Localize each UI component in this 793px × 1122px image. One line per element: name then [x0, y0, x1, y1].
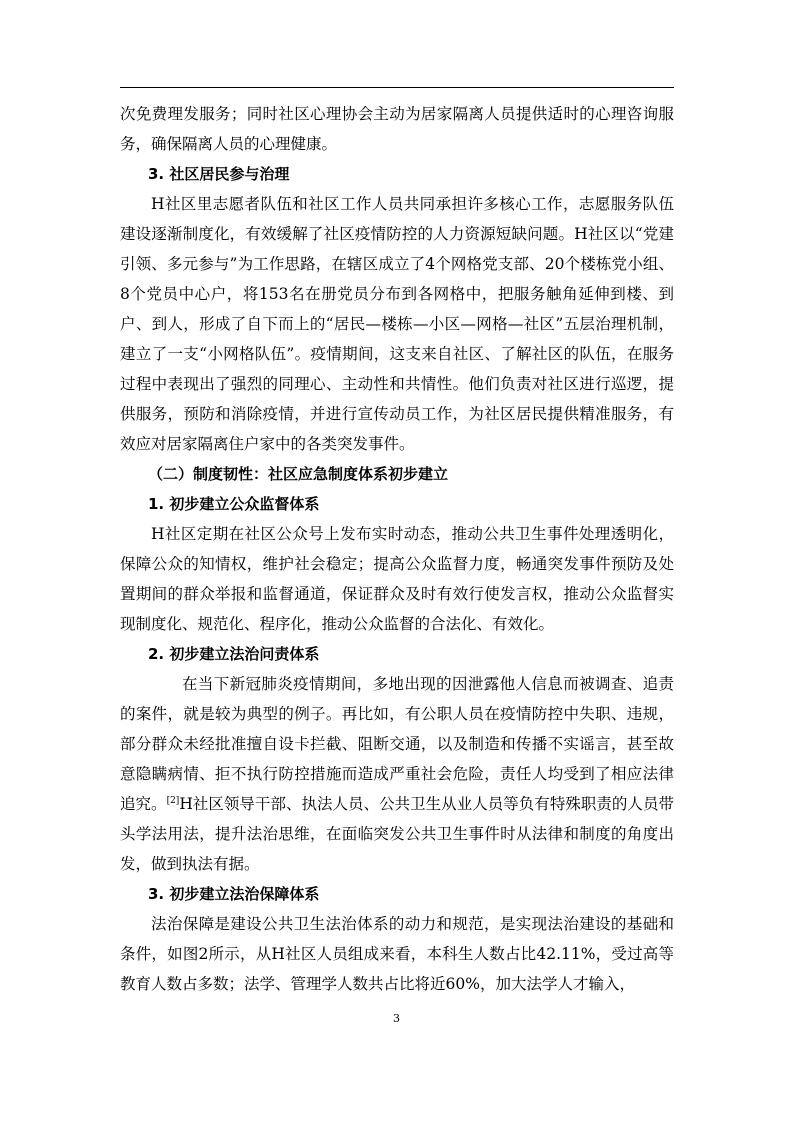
subsection-heading: 3. 社区居民参与治理 [148, 165, 290, 183]
subsection-heading: 3. 初步建立法治保障体系 [148, 885, 320, 903]
page-number: 3 [393, 1012, 400, 1025]
paragraph: H社区定期在社区公众号上发布实时动态，推动公共卫生事件处理透明化，保障公众的知情权，维护社会稳定；提高公众监督力度，畅通突发事件预防及处置期间的群众举报和监督通道，保证群众及时有效行使发言权，推动公众监督实现制度化、规范化、程序化，推动公众监督的合法化、有效化。 [120, 525, 674, 633]
paragraph-text: H社区领导干部、执法人员、公共卫生从业人员等负有特殊职责的人员带头学法用法，提升法治思维，在面临突发公共卫生事件时从法律和制度的角度出发，做到执法有据。 [120, 795, 674, 873]
subsection-heading: 2. 初步建立法治问责体系 [148, 645, 320, 663]
paragraph: 次免费理发服务；同时社区心理协会主动为居家隔离人员提供适时的心理咨询服务，确保隔离人员的心理健康。 [120, 105, 674, 153]
header-rule [120, 87, 674, 88]
subsection-heading: 1. 初步建立公众监督体系 [148, 495, 320, 513]
section-heading: （二）制度韧性：社区应急制度体系初步建立 [148, 465, 449, 483]
citation-reference: [2] [166, 795, 180, 806]
paragraph [120, 669, 674, 879]
document-body [120, 99, 674, 999]
paragraph: 法治保障是建设公共卫生法治体系的动力和规范，是实现法治建设的基础和条件，如图2所示，从H社区人员组成来看，本科生人数占比42.11%，受过高等教育人数占多数；法学、管理学人数共占比将近60%，加大法学人才输入， [120, 915, 674, 993]
paragraph-text: 在当下新冠肺炎疫情期间，多地出现的因泄露他人信息而被调查、追责的案件，就是较为典型的例子。再比如，有公职人员在疫情防控中失职、违规，部分群众未经批准擅自设卡拦截、阻断交通，以及制造和传播不实谣言，甚至故意隐瞒病情、拒不执行防控措施而造成严重社会危险，责任人均受到了相应法律追究。 [120, 675, 674, 813]
paragraph: H社区里志愿者队伍和社区工作人员共同承担许多核心工作，志愿服务队伍建设逐渐制度化，有效缓解了社区疫情防控的人力资源短缺问题。H社区以“党建引领、多元参与”为工作思路，在辖区成立了4个网格党支部、20个楼栋党小组、8个党员中心户，将153名在册党员分布到各网格中，把服务触角延伸到楼、到户、到人，形成了自下而上的“居民—楼栋—小区—网格—社区”五层治理机制，建立了一支“小网格队伍”。疫情期间，这支来自社区、了解社区的队伍，在服务过程中表现出了强烈的同理心、主动性和共情性。他们负责对社区进行巡逻，提供服务，预防和消除疫情，并进行宣传动员工作，为社区居民提供精准服务，有效应对居家隔离住户家中的各类突发事件。 [120, 195, 674, 453]
